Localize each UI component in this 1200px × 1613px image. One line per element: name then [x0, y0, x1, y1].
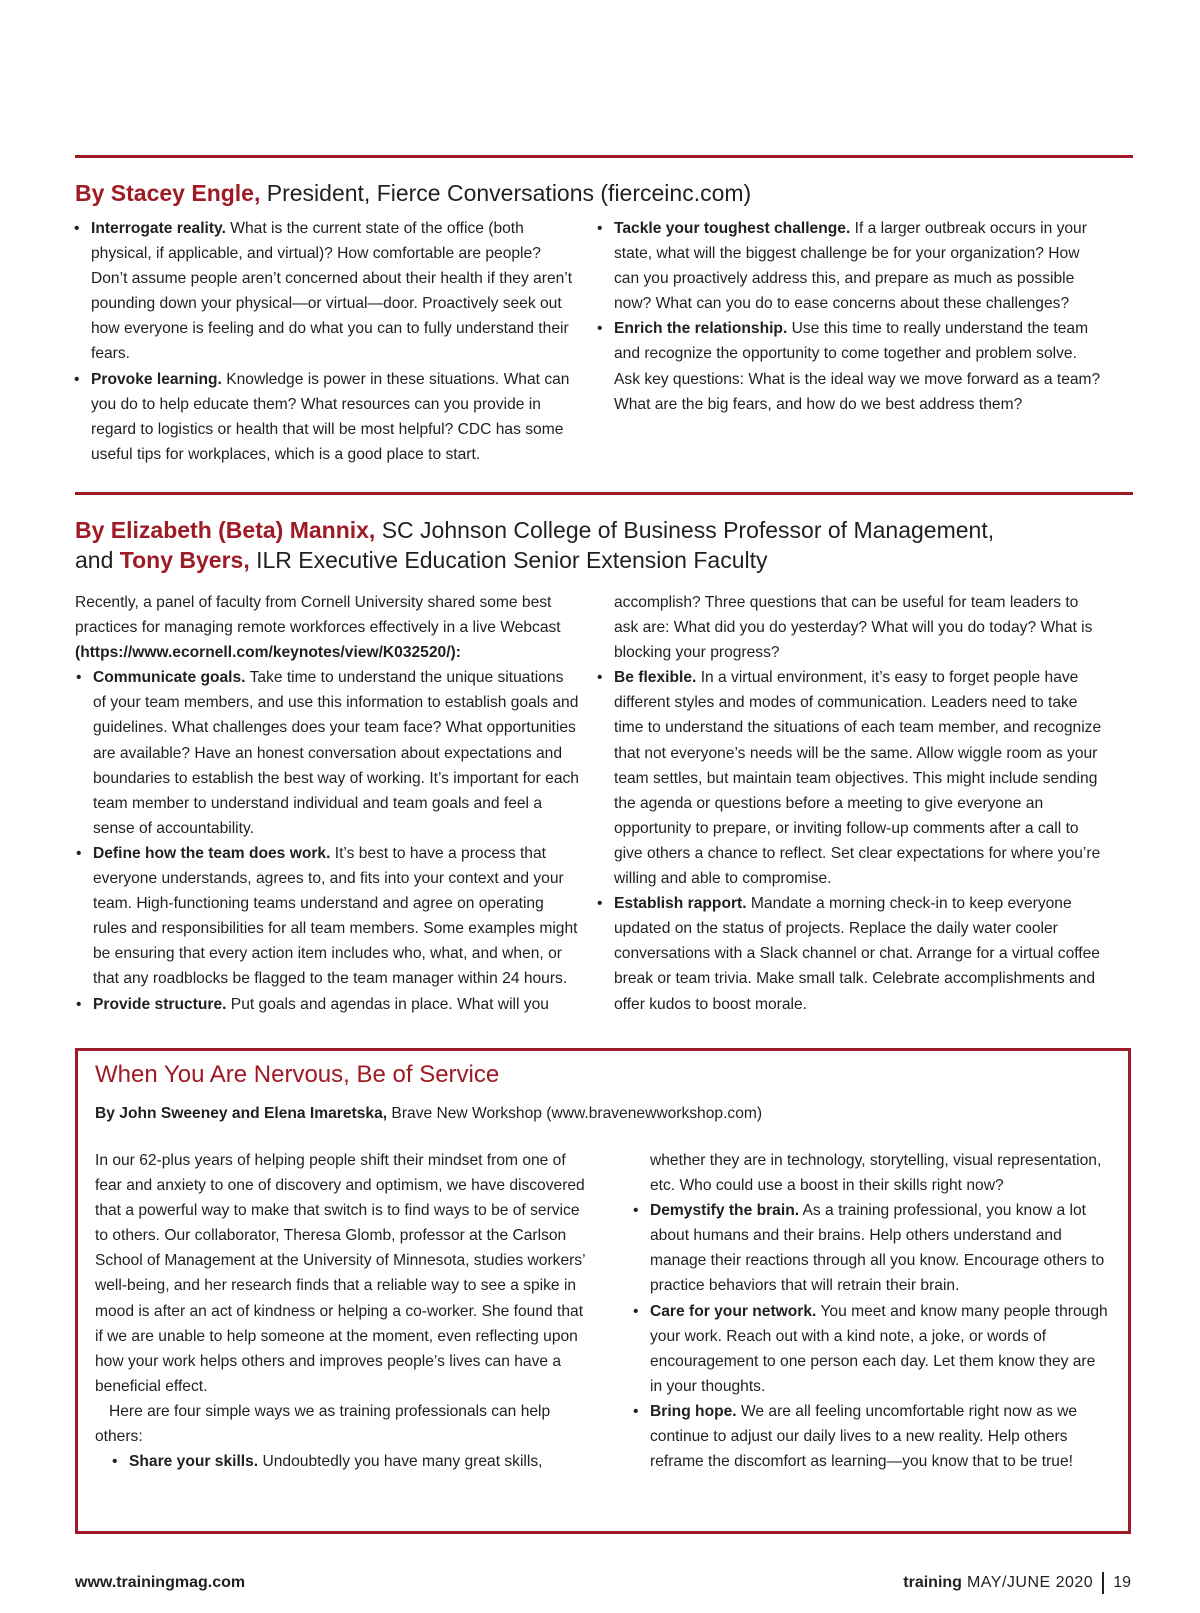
bullet-lead: Care for your network.: [650, 1302, 817, 1320]
bullet-text: Take time to understand the unique situations of your team members, and use this information to establish goals and guidelines. What challenges does your team face? What opportunities are available? Have an honest conversation about expectations and boundaries to establish the best way of working. It’s important for each team member to understand individual and team goals and feel a sense of accountability.: [93, 669, 579, 837]
bullet-text: Put goals and agendas in place. What will you: [230, 995, 549, 1013]
author-name: By Stacey Engle,: [75, 180, 261, 206]
list-item: [632, 1299, 1110, 1399]
bullet-text: You meet and know many people through your work. Reach out with a kind note, a joke, or words of encouragement to one person each day. Let them know they are in your thoughts.: [650, 1302, 1108, 1395]
bullet-text: It’s best to have a process that everyone understands, agrees to, and fits into your context and your team. High-functioning teams understand and agree on operating rules and responsibilities for all team members. Some examples might be ensuring that every action item includes who, what, and when, or that any roadblocks be flagged to the team manager within 24 hours.: [93, 844, 578, 988]
list-item: [73, 216, 578, 367]
webcast-link[interactable]: (https://www.ecornell.com/keynotes/view/K032520/):: [75, 644, 461, 662]
footer-url[interactable]: www.trainingmag.com: [75, 1574, 246, 1591]
section2-right-column: [596, 590, 1104, 1017]
sidebar-title: When You Are Nervous, Be of Service: [95, 1061, 500, 1088]
bullet-text: Undoubtedly you have many great skills,: [262, 1453, 543, 1471]
intro-text: Recently, a panel of faculty from Cornell University shared some best practices for managing remote workforces effectively in a live Webcast: [75, 594, 561, 637]
section2-left-column: [75, 590, 580, 1017]
bullet-text: What is the current state of the office (both physical, if applicable, and virtual)? How comfortable are people? Don’t assume people aren’t concerned about their health if they aren’t pounding down your physical—or virtual—door. Proactively seek out how everyone is feeling and do what you can to fully understand their fears.: [91, 220, 573, 363]
author-title: President, Fierce Conversations (fierceinc.com): [266, 180, 752, 206]
section1-left-column: [73, 216, 578, 467]
list-item: [73, 367, 578, 467]
issue-date: MAY/JUNE 2020: [966, 1574, 1094, 1591]
sidebar-left-column: [95, 1148, 590, 1474]
list-item: [596, 891, 1104, 1016]
list-item: [75, 841, 580, 992]
bullet-text: Mandate a morning check-in to keep everyone updated on the status of projects. Replace the daily water cooler conversations with a Slack channel or chat. Arrange for a virtual coffee break or team trivia. Make small talk. Celebrate accomplishments and offer kudos to boost morale.: [614, 895, 1100, 1013]
bullet-lead: Enrich the relationship.: [614, 320, 788, 338]
author2-name: Tony Byers,: [119, 547, 250, 573]
bullet-text: As a training professional, you know a lot about humans and their brains. Help others understand and manage their reactions through all you know. Encourage others to practice behaviors that will retrain their brain.: [650, 1202, 1105, 1295]
list-item: [111, 1449, 590, 1474]
top-rule: [75, 155, 1133, 158]
sidebar-paragraph: In our 62-plus years of helping people shift their mindset from one of fear and anxiety to one of discovery and optimism, we have discovered that a powerful way to make that switch is to find ways to be of service to others. Our collaborator, Theresa Glomb, professor at the Carlson School of Management at the University of Minnesota, studies workers’ well-being, and her research finds that a reliable way to see a spike in mood is after an act of kindness or helping a co-worker. She found that if we are unable to help someone at the moment, even reflecting upon how your work helps others and improves people’s lives can have a beneficial effect.: [95, 1152, 585, 1395]
section1-byline: [75, 178, 1145, 208]
bullet-lead: Be flexible.: [614, 669, 697, 687]
section-rule: [75, 492, 1133, 495]
list-item: [75, 992, 580, 1017]
sidebar-right-column: [632, 1148, 1110, 1474]
bullet-text: Use this time to really understand the team and recognize the opportunity to come together and problem solve. Ask key questions: What is the ideal way we move forward as a team? What are the big fears, and how do we best address them?: [614, 320, 1101, 413]
author1-title: SC Johnson College of Business Professor of Management,: [381, 517, 995, 543]
bullet-text: In a virtual environment, it’s easy to forget people have different styles and modes of communication. Leaders need to take time to understand the situations of each team member, and recognize that not everyone’s needs will be the same. Allow wiggle room as your team settles, but maintain team objectives. This might include sending the agenda or questions before a meeting to give everyone an opportunity to prepare, or inviting follow-up comments after a call to give others a chance to reflect. Set clear expectations for where you’re willing and able to compromise.: [614, 669, 1102, 888]
bullet-lead: Establish rapport.: [614, 895, 747, 913]
list-item: [596, 665, 1104, 891]
list-item: [632, 1399, 1110, 1474]
bullet-lead: Demystify the brain.: [650, 1202, 800, 1220]
section2-byline: [75, 515, 1145, 575]
sidebar-authors: By John Sweeney and Elena Imaretska,: [95, 1105, 388, 1122]
sidebar-byline: [95, 1105, 762, 1123]
footer-issue: [903, 1572, 1131, 1594]
sidebar-affiliation: Brave New Workshop (www.bravenewworkshop.com): [391, 1105, 763, 1122]
list-item: [75, 665, 580, 841]
magazine-name: training: [903, 1574, 962, 1591]
bullet-lead: Provide structure.: [93, 995, 227, 1013]
continuation-paragraph: whether they are in technology, storytelling, visual representation, etc. Who could use a boost in their skills right now?: [650, 1152, 1102, 1195]
author-connector: and: [75, 547, 114, 573]
intro-paragraph: [75, 590, 580, 665]
list-item: [596, 316, 1104, 416]
bullet-lead: Tackle your toughest challenge.: [614, 220, 851, 237]
bullet-lead: Bring hope.: [650, 1402, 737, 1420]
bullet-lead: Communicate goals.: [93, 669, 246, 687]
page-number: 19: [1113, 1574, 1131, 1591]
bullet-text: Knowledge is power in these situations. What can you do to help educate them? What resources can you provide in regard to logistics or health that will be most helpful? CDC has some useful tips for workplaces, which is a good place to start.: [91, 370, 570, 463]
bullet-lead: Share your skills.: [129, 1453, 259, 1471]
list-item: [632, 1198, 1110, 1298]
footer-divider: [1102, 1572, 1104, 1594]
bullet-lead: Interrogate reality.: [91, 220, 226, 237]
bullet-lead: Define how the team does work.: [93, 844, 331, 862]
list-item: [596, 216, 1104, 316]
bullet-text: If a larger outbreak occurs in your state, what will the biggest challenge be for your organization? How can you proactively address this, and prepare as much as possible now? What can you do to ease concerns about these challenges?: [614, 220, 1087, 313]
author1-name: By Elizabeth (Beta) Mannix,: [75, 517, 376, 543]
bullet-text: We are all feeling uncomfortable right now as we continue to adjust our daily lives to a new reality. Help others reframe the discomfort as learning—you know that to be true!: [650, 1402, 1078, 1471]
author2-title: ILR Executive Education Senior Extension Faculty: [256, 547, 768, 573]
sidebar-paragraph: Here are four simple ways we as training professionals can help others:: [95, 1402, 551, 1446]
continuation-paragraph: accomplish? Three questions that can be useful for team leaders to ask are: What did you do yesterday? What will you do today? What is blocking your progress?: [614, 594, 1093, 662]
section1-right-column: [596, 216, 1104, 417]
bullet-lead: Provoke learning.: [91, 370, 222, 388]
